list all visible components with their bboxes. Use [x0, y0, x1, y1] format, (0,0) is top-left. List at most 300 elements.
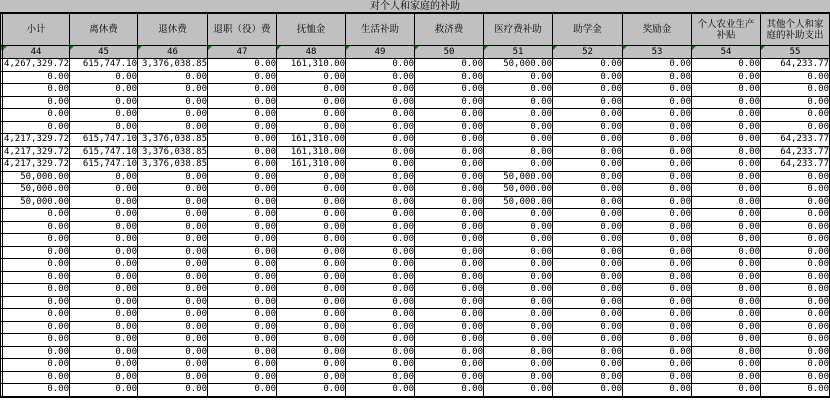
cell[interactable]: 0.00	[3, 321, 70, 334]
cell[interactable]: 0.00	[277, 246, 346, 259]
cell[interactable]: 0.00	[761, 346, 830, 359]
cell[interactable]: 50,000.00	[484, 59, 553, 72]
cell[interactable]: 0.00	[553, 321, 623, 334]
cell[interactable]: 0.00	[553, 271, 623, 284]
column-header[interactable]: 小计	[3, 14, 70, 46]
cell[interactable]: 0.00	[415, 334, 484, 347]
cell[interactable]: 0.00	[346, 309, 415, 322]
cell[interactable]: 0.00	[70, 284, 138, 297]
column-header[interactable]: 奖励金	[623, 14, 692, 46]
cell[interactable]: 0.00	[761, 359, 830, 372]
cell[interactable]: 0.00	[623, 259, 692, 272]
cell[interactable]: 0.00	[3, 246, 70, 259]
cell[interactable]: 0.00	[623, 284, 692, 297]
cell[interactable]: 0.00	[138, 71, 208, 84]
cell[interactable]: 0.00	[346, 371, 415, 384]
cell[interactable]: 0.00	[346, 209, 415, 222]
cell[interactable]: 0.00	[346, 84, 415, 97]
cell[interactable]: 0.00	[415, 271, 484, 284]
cell[interactable]: 50,000.00	[3, 184, 70, 197]
cell[interactable]: 0.00	[761, 271, 830, 284]
cell[interactable]: 0.00	[623, 221, 692, 234]
cell[interactable]: 0.00	[484, 371, 553, 384]
column-code[interactable]	[208, 46, 277, 59]
cell[interactable]: 0.00	[3, 309, 70, 322]
cell[interactable]: 0.00	[553, 284, 623, 297]
cell[interactable]: 0.00	[415, 384, 484, 397]
cell[interactable]: 3,376,038.85	[138, 159, 208, 172]
cell[interactable]: 0.00	[484, 259, 553, 272]
column-header[interactable]: 生活补助	[346, 14, 415, 46]
cell[interactable]: 0.00	[138, 359, 208, 372]
cell[interactable]: 0.00	[484, 271, 553, 284]
cell[interactable]: 0.00	[623, 359, 692, 372]
cell[interactable]: 0.00	[346, 184, 415, 197]
cell[interactable]: 0.00	[3, 84, 70, 97]
cell[interactable]: 0.00	[208, 134, 277, 147]
column-header[interactable]: 退休费	[138, 14, 208, 46]
cell[interactable]: 0.00	[277, 271, 346, 284]
cell[interactable]: 0.00	[692, 171, 761, 184]
cell[interactable]: 0.00	[553, 334, 623, 347]
cell[interactable]: 0.00	[70, 246, 138, 259]
cell[interactable]: 0.00	[138, 109, 208, 122]
cell[interactable]: 0.00	[346, 146, 415, 159]
cell[interactable]: 0.00	[277, 309, 346, 322]
cell[interactable]: 0.00	[484, 384, 553, 397]
cell[interactable]: 0.00	[553, 259, 623, 272]
cell[interactable]: 4,217,329.72	[3, 159, 69, 169]
cell[interactable]: 0.00	[553, 146, 623, 159]
cell[interactable]: 0.00	[3, 221, 70, 234]
cell[interactable]: 0.00	[484, 146, 553, 159]
cell[interactable]: 0.00	[277, 121, 346, 134]
cell[interactable]: 0.00	[277, 96, 346, 109]
cell[interactable]: 0.00	[623, 146, 692, 159]
cell[interactable]: 0.00	[415, 159, 484, 172]
cell[interactable]: 0.00	[346, 271, 415, 284]
cell[interactable]: 0.00	[138, 221, 208, 234]
cell[interactable]: 0.00	[623, 59, 692, 72]
column-header[interactable]: 退职（役）费	[208, 14, 277, 46]
cell[interactable]: 0.00	[70, 359, 138, 372]
cell[interactable]: 0.00	[208, 284, 277, 297]
cell[interactable]: 0.00	[623, 334, 692, 347]
cell[interactable]: 0.00	[484, 296, 553, 309]
cell[interactable]: 0.00	[346, 334, 415, 347]
cell[interactable]: 0.00	[346, 171, 415, 184]
cell[interactable]: 50,000.00	[3, 171, 70, 184]
cell[interactable]: 3,376,038.85	[138, 59, 208, 72]
cell[interactable]: 50,000.00	[3, 196, 70, 209]
cell[interactable]: 0.00	[346, 121, 415, 134]
cell[interactable]: 0.00	[70, 296, 138, 309]
cell[interactable]: 0.00	[553, 309, 623, 322]
cell[interactable]: 0.00	[208, 171, 277, 184]
cell[interactable]: 0.00	[484, 84, 553, 97]
column-code[interactable]	[346, 46, 415, 59]
column-code[interactable]	[277, 46, 346, 59]
cell[interactable]: 0.00	[415, 246, 484, 259]
cell[interactable]: 0.00	[761, 121, 830, 134]
cell[interactable]: 0.00	[3, 71, 70, 84]
cell[interactable]: 0.00	[208, 246, 277, 259]
cell[interactable]: 0.00	[761, 259, 830, 272]
cell[interactable]: 0.00	[138, 171, 208, 184]
cell[interactable]: 64,233.77	[761, 59, 830, 72]
cell[interactable]: 0.00	[3, 384, 70, 397]
cell[interactable]: 0.00	[70, 209, 138, 222]
cell[interactable]: 0.00	[623, 309, 692, 322]
cell[interactable]: 0.00	[138, 321, 208, 334]
cell[interactable]: 615,747.10	[70, 134, 138, 147]
cell[interactable]: 0.00	[415, 184, 484, 197]
cell[interactable]: 0.00	[138, 209, 208, 222]
cell[interactable]: 0.00	[208, 196, 277, 209]
cell[interactable]: 0.00	[415, 146, 484, 159]
cell[interactable]: 0.00	[277, 209, 346, 222]
cell[interactable]: 0.00	[277, 184, 346, 197]
column-code[interactable]	[3, 46, 70, 59]
column-code[interactable]	[415, 46, 484, 59]
cell[interactable]: 0.00	[138, 296, 208, 309]
cell[interactable]: 0.00	[623, 271, 692, 284]
cell[interactable]: 0.00	[346, 259, 415, 272]
cell[interactable]: 0.00	[623, 109, 692, 122]
cell[interactable]: 0.00	[553, 109, 623, 122]
column-code[interactable]	[761, 46, 830, 59]
cell[interactable]: 0.00	[346, 59, 415, 72]
cell[interactable]: 0.00	[553, 371, 623, 384]
cell[interactable]: 0.00	[208, 159, 277, 172]
cell[interactable]: 0.00	[623, 159, 692, 172]
cell[interactable]: 0.00	[415, 234, 484, 247]
cell[interactable]: 0.00	[553, 121, 623, 134]
cell[interactable]: 0.00	[208, 146, 277, 159]
cell[interactable]: 0.00	[761, 221, 830, 234]
cell[interactable]: 0.00	[3, 334, 70, 347]
cell[interactable]: 0.00	[484, 221, 553, 234]
column-code[interactable]	[692, 46, 761, 59]
cell[interactable]: 0.00	[692, 296, 761, 309]
cell[interactable]: 0.00	[761, 321, 830, 334]
cell[interactable]: 0.00	[761, 84, 830, 97]
cell[interactable]: 0.00	[208, 109, 277, 122]
cell[interactable]: 0.00	[623, 346, 692, 359]
cell[interactable]: 3,376,038.85	[138, 146, 208, 159]
cell[interactable]: 0.00	[346, 71, 415, 84]
cell[interactable]: 0.00	[553, 346, 623, 359]
cell[interactable]: 0.00	[277, 221, 346, 234]
cell[interactable]: 0.00	[484, 234, 553, 247]
column-header[interactable]: 其他个人和家庭的补助支出	[761, 14, 830, 46]
cell[interactable]: 0.00	[3, 271, 70, 284]
column-code[interactable]	[138, 46, 208, 59]
cell[interactable]: 0.00	[553, 134, 623, 147]
cell[interactable]: 0.00	[208, 84, 277, 97]
cell[interactable]: 0.00	[553, 96, 623, 109]
cell[interactable]: 0.00	[415, 121, 484, 134]
cell[interactable]: 0.00	[484, 71, 553, 84]
cell[interactable]: 615,747.10	[70, 59, 138, 72]
column-code[interactable]	[484, 46, 553, 59]
cell[interactable]: 0.00	[623, 246, 692, 259]
cell[interactable]: 0.00	[415, 284, 484, 297]
cell[interactable]: 615,747.10	[70, 146, 138, 159]
cell[interactable]: 0.00	[623, 71, 692, 84]
cell[interactable]: 0.00	[692, 121, 761, 134]
cell[interactable]: 0.00	[484, 134, 553, 147]
cell[interactable]: 0.00	[761, 384, 830, 397]
cell[interactable]: 0.00	[3, 234, 70, 247]
column-code[interactable]	[623, 46, 692, 59]
cell[interactable]: 0.00	[623, 321, 692, 334]
cell[interactable]: 0.00	[553, 234, 623, 247]
cell[interactable]: 0.00	[138, 346, 208, 359]
cell[interactable]: 64,233.77	[761, 159, 830, 172]
cell[interactable]: 0.00	[70, 184, 138, 197]
cell[interactable]: 0.00	[138, 121, 208, 134]
cell[interactable]: 0.00	[761, 309, 830, 322]
cell[interactable]: 0.00	[70, 259, 138, 272]
cell[interactable]: 0.00	[138, 259, 208, 272]
column-header[interactable]: 医疗费补助	[484, 14, 553, 46]
cell[interactable]: 0.00	[415, 71, 484, 84]
cell[interactable]: 0.00	[138, 246, 208, 259]
cell[interactable]: 0.00	[277, 259, 346, 272]
cell[interactable]: 0.00	[208, 71, 277, 84]
cell[interactable]: 0.00	[623, 184, 692, 197]
cell[interactable]: 0.00	[277, 346, 346, 359]
cell[interactable]: 0.00	[138, 271, 208, 284]
cell[interactable]: 0.00	[761, 71, 830, 84]
cell[interactable]: 50,000.00	[484, 184, 553, 197]
cell[interactable]: 615,747.10	[70, 159, 138, 172]
cell[interactable]: 0.00	[484, 346, 553, 359]
cell[interactable]: 0.00	[415, 84, 484, 97]
cell[interactable]: 0.00	[415, 109, 484, 122]
cell[interactable]: 0.00	[415, 221, 484, 234]
cell[interactable]: 0.00	[346, 196, 415, 209]
cell[interactable]: 0.00	[692, 259, 761, 272]
cell[interactable]: 0.00	[346, 221, 415, 234]
cell[interactable]: 0.00	[346, 96, 415, 109]
cell[interactable]: 0.00	[138, 84, 208, 97]
cell[interactable]: 0.00	[208, 384, 277, 397]
cell[interactable]: 0.00	[138, 334, 208, 347]
cell[interactable]: 0.00	[70, 384, 138, 397]
cell[interactable]: 0.00	[277, 234, 346, 247]
cell[interactable]: 0.00	[484, 96, 553, 109]
cell[interactable]: 0.00	[692, 246, 761, 259]
cell[interactable]: 0.00	[70, 84, 138, 97]
cell[interactable]: 0.00	[70, 346, 138, 359]
cell[interactable]: 0.00	[70, 71, 138, 84]
cell[interactable]: 0.00	[3, 296, 70, 309]
cell[interactable]: 0.00	[553, 296, 623, 309]
cell[interactable]: 0.00	[761, 196, 830, 209]
cell[interactable]: 0.00	[70, 271, 138, 284]
cell[interactable]: 0.00	[692, 71, 761, 84]
cell[interactable]: 0.00	[692, 96, 761, 109]
cell[interactable]: 0.00	[346, 134, 415, 147]
cell[interactable]: 0.00	[346, 359, 415, 372]
cell[interactable]: 64,233.77	[761, 134, 830, 147]
cell[interactable]: 4,267,329.72	[3, 59, 69, 69]
column-header[interactable]: 离休费	[70, 14, 138, 46]
cell[interactable]: 0.00	[692, 371, 761, 384]
cell[interactable]: 0.00	[761, 296, 830, 309]
cell[interactable]: 0.00	[138, 196, 208, 209]
cell[interactable]: 0.00	[3, 359, 70, 372]
cell[interactable]: 0.00	[277, 284, 346, 297]
cell[interactable]: 64,233.77	[761, 146, 830, 159]
cell[interactable]: 0.00	[208, 271, 277, 284]
cell[interactable]: 4,217,329.72	[3, 134, 69, 144]
cell[interactable]: 0.00	[70, 171, 138, 184]
cell[interactable]: 0.00	[553, 84, 623, 97]
cell[interactable]: 0.00	[692, 196, 761, 209]
cell[interactable]: 0.00	[346, 296, 415, 309]
cell[interactable]: 0.00	[415, 371, 484, 384]
cell[interactable]: 0.00	[415, 259, 484, 272]
cell[interactable]: 0.00	[692, 284, 761, 297]
cell[interactable]: 0.00	[277, 71, 346, 84]
cell[interactable]: 0.00	[623, 121, 692, 134]
cell[interactable]: 0.00	[208, 209, 277, 222]
cell[interactable]: 0.00	[70, 109, 138, 122]
cell[interactable]: 0.00	[415, 196, 484, 209]
cell[interactable]: 0.00	[3, 346, 70, 359]
cell[interactable]: 0.00	[761, 96, 830, 109]
cell[interactable]: 0.00	[484, 209, 553, 222]
cell[interactable]: 0.00	[761, 109, 830, 122]
cell[interactable]: 0.00	[761, 371, 830, 384]
cell[interactable]: 0.00	[692, 234, 761, 247]
cell[interactable]: 0.00	[277, 384, 346, 397]
cell[interactable]: 0.00	[692, 134, 761, 147]
cell[interactable]: 0.00	[692, 221, 761, 234]
cell[interactable]: 0.00	[415, 96, 484, 109]
cell[interactable]: 161,310.00	[277, 146, 346, 159]
cell[interactable]: 0.00	[484, 321, 553, 334]
cell[interactable]: 0.00	[623, 134, 692, 147]
cell[interactable]: 0.00	[208, 96, 277, 109]
cell[interactable]: 0.00	[70, 234, 138, 247]
cell[interactable]: 0.00	[208, 59, 277, 72]
cell[interactable]: 0.00	[692, 109, 761, 122]
cell[interactable]: 0.00	[3, 121, 70, 134]
cell[interactable]: 0.00	[761, 184, 830, 197]
cell[interactable]: 0.00	[761, 334, 830, 347]
cell[interactable]: 0.00	[208, 296, 277, 309]
cell[interactable]: 0.00	[692, 346, 761, 359]
cell[interactable]: 0.00	[208, 359, 277, 372]
column-code[interactable]	[553, 46, 623, 59]
cell[interactable]: 0.00	[3, 259, 70, 272]
column-header[interactable]: 助学金	[553, 14, 623, 46]
cell[interactable]: 0.00	[346, 234, 415, 247]
cell[interactable]: 0.00	[761, 246, 830, 259]
cell[interactable]: 0.00	[277, 109, 346, 122]
cell[interactable]: 0.00	[553, 246, 623, 259]
cell[interactable]: 0.00	[70, 371, 138, 384]
cell[interactable]: 0.00	[277, 296, 346, 309]
cell[interactable]: 0.00	[692, 334, 761, 347]
cell[interactable]: 0.00	[623, 234, 692, 247]
cell[interactable]: 0.00	[70, 334, 138, 347]
cell[interactable]: 0.00	[277, 171, 346, 184]
cell[interactable]: 161,310.00	[277, 134, 346, 147]
cell[interactable]: 50,000.00	[484, 196, 553, 209]
cell[interactable]: 0.00	[3, 96, 70, 109]
cell[interactable]: 0.00	[3, 371, 70, 384]
cell[interactable]: 0.00	[208, 184, 277, 197]
cell[interactable]: 0.00	[346, 321, 415, 334]
cell[interactable]: 0.00	[623, 96, 692, 109]
column-code[interactable]	[70, 46, 138, 59]
cell[interactable]: 0.00	[553, 71, 623, 84]
cell[interactable]: 3,376,038.85	[138, 134, 208, 147]
cell[interactable]: 0.00	[277, 84, 346, 97]
cell[interactable]: 0.00	[208, 309, 277, 322]
cell[interactable]: 0.00	[484, 121, 553, 134]
cell[interactable]: 0.00	[692, 359, 761, 372]
cell[interactable]: 0.00	[138, 309, 208, 322]
cell[interactable]: 0.00	[277, 196, 346, 209]
cell[interactable]: 0.00	[70, 121, 138, 134]
cell[interactable]: 0.00	[484, 334, 553, 347]
cell[interactable]: 50,000.00	[484, 171, 553, 184]
cell[interactable]: 0.00	[623, 84, 692, 97]
cell[interactable]: 0.00	[415, 346, 484, 359]
cell[interactable]: 0.00	[138, 384, 208, 397]
cell[interactable]: 0.00	[553, 209, 623, 222]
cell[interactable]: 0.00	[692, 209, 761, 222]
cell[interactable]: 0.00	[692, 59, 761, 72]
column-header[interactable]: 救济费	[415, 14, 484, 46]
cell[interactable]: 0.00	[346, 109, 415, 122]
cell[interactable]: 0.00	[623, 171, 692, 184]
cell[interactable]: 0.00	[3, 284, 70, 297]
cell[interactable]: 0.00	[553, 184, 623, 197]
cell[interactable]: 0.00	[415, 359, 484, 372]
cell[interactable]: 0.00	[484, 246, 553, 259]
cell[interactable]: 0.00	[692, 146, 761, 159]
cell[interactable]: 0.00	[138, 284, 208, 297]
cell[interactable]: 0.00	[346, 284, 415, 297]
cell[interactable]: 0.00	[761, 209, 830, 222]
cell[interactable]: 0.00	[277, 334, 346, 347]
cell[interactable]: 0.00	[553, 384, 623, 397]
cell[interactable]: 0.00	[553, 196, 623, 209]
cell[interactable]: 0.00	[415, 296, 484, 309]
cell[interactable]: 0.00	[208, 221, 277, 234]
cell[interactable]: 0.00	[415, 171, 484, 184]
cell[interactable]: 4,217,329.72	[3, 146, 69, 157]
cell[interactable]: 0.00	[138, 234, 208, 247]
cell[interactable]: 0.00	[346, 346, 415, 359]
cell[interactable]: 0.00	[70, 221, 138, 234]
cell[interactable]: 0.00	[70, 96, 138, 109]
cell[interactable]: 0.00	[277, 359, 346, 372]
cell[interactable]: 0.00	[692, 309, 761, 322]
column-header[interactable]: 个人农业生产补贴	[692, 14, 761, 46]
cell[interactable]: 0.00	[761, 234, 830, 247]
cell[interactable]: 0.00	[346, 159, 415, 172]
cell[interactable]: 0.00	[415, 321, 484, 334]
cell[interactable]: 0.00	[138, 371, 208, 384]
